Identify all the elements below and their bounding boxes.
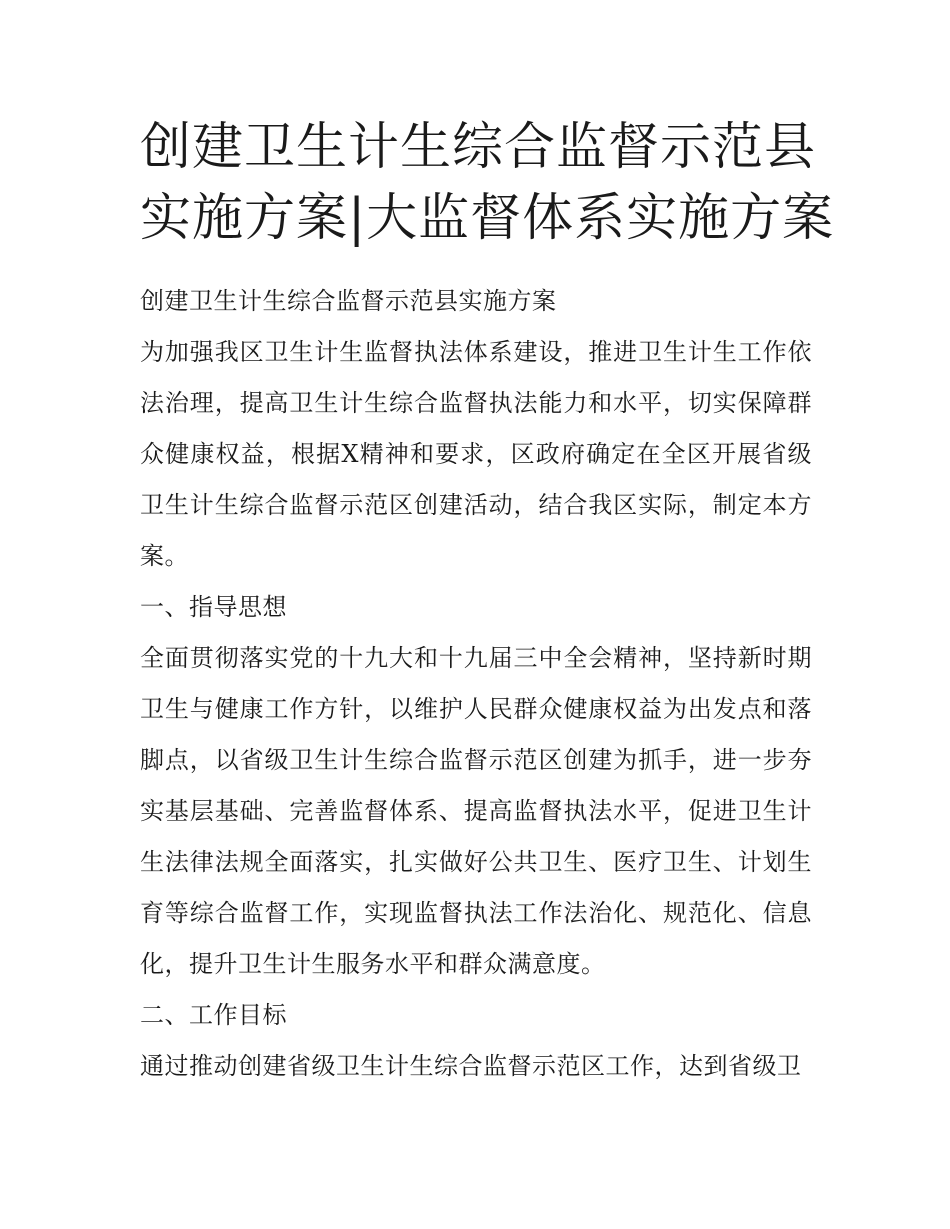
title-line: 实施方案|大监督体系实施方案 [140,189,835,248]
section-heading-work-goals: 二、工作目标 [140,1001,287,1029]
section-body-guiding-ideology: 全面贯彻落实党的十九大和十九届三中全会精神，坚持新时期卫生与健康工作方针，以维护人民群众健康权益为出发点和落脚点，以省级卫生计生综合监督示范区创建为抓手，进一步夯实基层基础、完善监督体系、提高监督执法水平，促进卫生计生法律法规全面落实，扎实做好公共卫生、医疗卫生、计划生育等综合监督工作，实现监督执法工作法治化、规范化、信息化，提升卫生计生服务水平和群众满意度。 [140,644,812,978]
title-line: 创建卫生计生综合监督示范县 [140,118,817,177]
section-heading-guiding-ideology: 一、指导思想 [140,593,287,621]
document-page [140,112,835,1092]
document-title [140,112,835,254]
document-subtitle: 创建卫生计生综合监督示范县实施方案 [140,287,557,315]
section-body-work-goals: 通过推动创建省级卫生计生综合监督示范区工作，达到省级卫 [140,1052,802,1080]
intro-paragraph: 为加强我区卫生计生监督执法体系建设，推进卫生计生工作依法治理，提高卫生计生综合监督执法能力和水平，切实保障群众健康权益，根据X精神和要求，区政府确定在全区开展省级卫生计生综合监督示范区创建活动，结合我区实际，制定本方案。 [140,338,812,570]
document-body [140,276,812,1092]
